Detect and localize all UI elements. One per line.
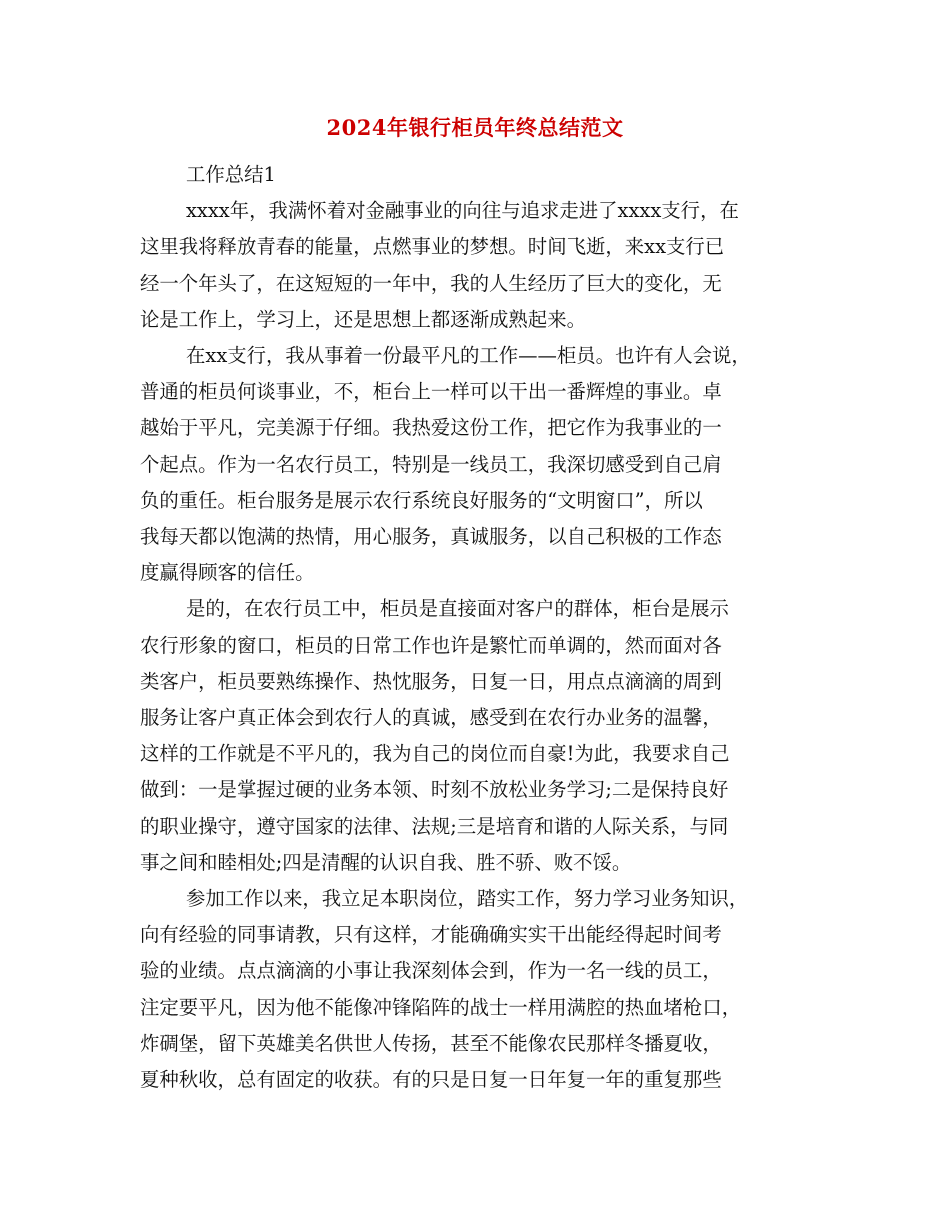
body-line: 论是工作上，学习上，还是思想上都逐渐成熟起来。: [140, 307, 586, 331]
body-line: 是的，在农行员工中，柜员是直接面对客户的群体，柜台是展示: [186, 597, 729, 621]
body-line: 参加工作以来，我立足本职岗位，踏实工作，努力学习业务知识，: [186, 887, 749, 910]
body-line: 类客户，柜员要熟练操作、热忱服务，日复一日，用点点滴滴的周到: [140, 669, 722, 693]
body-line: 我每天都以饱满的热情，用心服务，真诚服务，以自己积极的工作态: [140, 525, 722, 548]
body-line: 在xx支行，我从事着一份最平凡的工作——柜员。也许有人会说，: [186, 344, 751, 367]
body-line: 个起点。作为一名农行员工，特别是一线员工，我深切感受到自己肩: [140, 452, 722, 476]
body-line: 负的重任。柜台服务是展示农行系统良好服务的“文明窗口”，所以: [140, 488, 703, 512]
body-line: 这样的工作就是不平凡的，我为自己的岗位而自豪!为此，我要求自己: [140, 742, 730, 766]
body-line: 注定要平凡，因为他不能像冲锋陷阵的战士一样用满腔的热血堵枪口，: [140, 995, 742, 1019]
body-line: 经一个年头了，在这短短的一年中，我的人生经历了巨大的变化，无: [140, 271, 722, 295]
body-line: 炸碉堡，留下英雄美名供世人传扬，甚至不能像农民那样冬播夏收，: [140, 1031, 722, 1055]
body-line: 普通的柜员何谈事业，不，柜台上一样可以干出一番辉煌的事业。卓: [140, 380, 722, 404]
body-line: xxxx年，我满怀着对金融事业的向往与追求走进了xxxx支行，在: [186, 199, 739, 223]
body-line: 的职业操守，遵守国家的法律、法规;三是培育和谐的人际关系，与同: [140, 814, 729, 838]
body-line: 度赢得顾客的信任。: [140, 561, 315, 585]
body-line: 做到：一是掌握过硬的业务本领、时刻不放松业务学习;二是保持良好: [140, 778, 729, 802]
body-line: 这里我将释放青春的能量，点燃事业的梦想。时间飞逝，来xx支行已: [140, 235, 725, 259]
body-line: 夏种秋收，总有固定的收获。有的只是日复一日年复一年的重复那些: [140, 1068, 722, 1091]
document-title: 2024年银行柜员年终总结范文: [326, 115, 624, 140]
body-line: 向有经验的同事请教，只有这样，才能确确实实干出能经得起时间考: [140, 923, 722, 947]
body-line: 事之间和睦相处;四是清醒的认识自我、胜不骄、败不馁。: [140, 850, 632, 874]
body-line: 验的业绩。点点滴滴的小事让我深刻体会到，作为一名一线的员工，: [140, 959, 722, 983]
section-heading: 工作总结1: [186, 163, 276, 186]
body-line: 农行形象的窗口，柜员的日常工作也许是繁忙而单调的，然而面对各: [140, 633, 722, 657]
body-line: 越始于平凡，完美源于仔细。我热爱这份工作，把它作为我事业的一: [140, 416, 722, 440]
body-line: 服务让客户真正体会到农行人的真诚，感受到在农行办业务的温馨，: [140, 706, 722, 729]
